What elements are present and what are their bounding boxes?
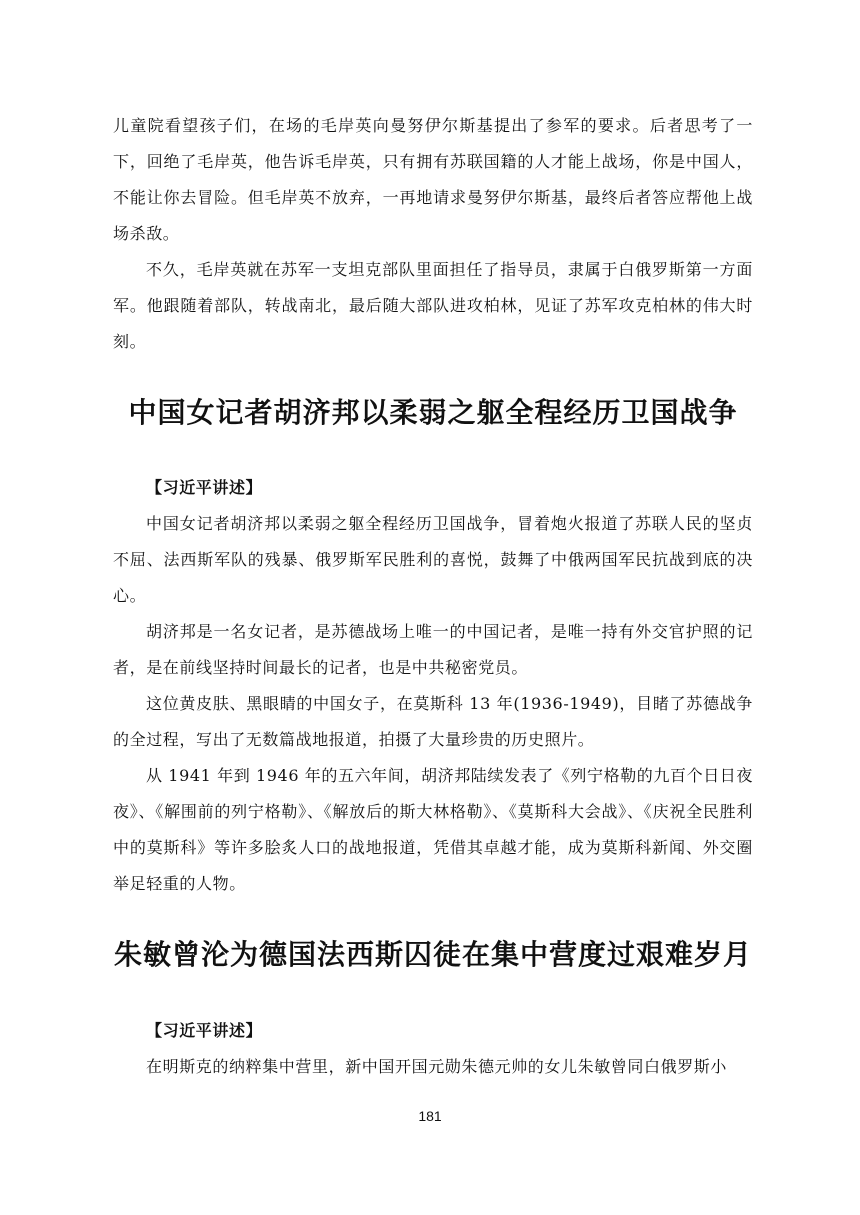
paragraph: 胡济邦是一名女记者，是苏德战场上唯一的中国记者，是唯一持有外交官护照的记者，是在前线坚持时间最长的记者，也是中共秘密党员。 — [113, 622, 753, 677]
paragraph: 从 1941 年到 1946 年的五六年间，胡济邦陆续发表了《列宁格勒的九百个日日夜夜》、《解围前的列宁格勒》、《解放后的斯大林格勒》、《莫斯科大会战》、《庆祝全民胜利中的莫斯科》等许多脍炙人口的战地报道，凭借其卓越才能，成为莫斯科新闻、外交圈举足轻重的人物。 — [113, 766, 753, 893]
section-label: 【习近平讲述】 — [146, 478, 263, 497]
intro-text — [113, 108, 753, 360]
paragraph: 不久，毛岸英就在苏军一支坦克部队里面担任了指导员，隶属于白俄罗斯第一方面军。他跟随着部队，转战南北，最后随大部队进攻柏林，见证了苏军攻克柏林的伟大时刻。 — [113, 260, 753, 351]
section-body — [113, 1013, 753, 1085]
page-number: 181 — [418, 1108, 442, 1124]
paragraph: 在明斯克的纳粹集中营里，新中国开国元勋朱德元帅的女儿朱敏曾同白俄罗斯小 — [146, 1057, 728, 1076]
paragraph: 中国女记者胡济邦以柔弱之躯全程经历卫国战争，冒着炮火报道了苏联人民的坚贞不屈、法西斯军队的残暴、俄罗斯军民胜利的喜悦，鼓舞了中俄两国军民抗战到底的决心。 — [113, 514, 753, 605]
section-heading: 朱敏曾沦为德国法西斯囚徒在集中营度过艰难岁月 — [113, 938, 752, 971]
paragraph: 儿童院看望孩子们，在场的毛岸英向曼努伊尔斯基提出了参军的要求。后者思考了一下，回绝了毛岸英，他告诉毛岸英，只有拥有苏联国籍的人才能上战场，你是中国人，不能让你去冒险。但毛岸英不放弃，一再地请求曼努伊尔斯基，最终后者答应帮他上战场杀敌。 — [113, 116, 753, 243]
section-body — [113, 470, 753, 902]
paragraph: 这位黄皮肤、黑眼睛的中国女子，在莫斯科 13 年(1936-1949)，目睹了苏德战争的全过程，写出了无数篇战地报道，拍摄了大量珍贵的历史照片。 — [113, 694, 753, 749]
section-heading: 中国女记者胡济邦以柔弱之躯全程经历卫国战争 — [128, 396, 738, 429]
section-label: 【习近平讲述】 — [146, 1021, 263, 1040]
